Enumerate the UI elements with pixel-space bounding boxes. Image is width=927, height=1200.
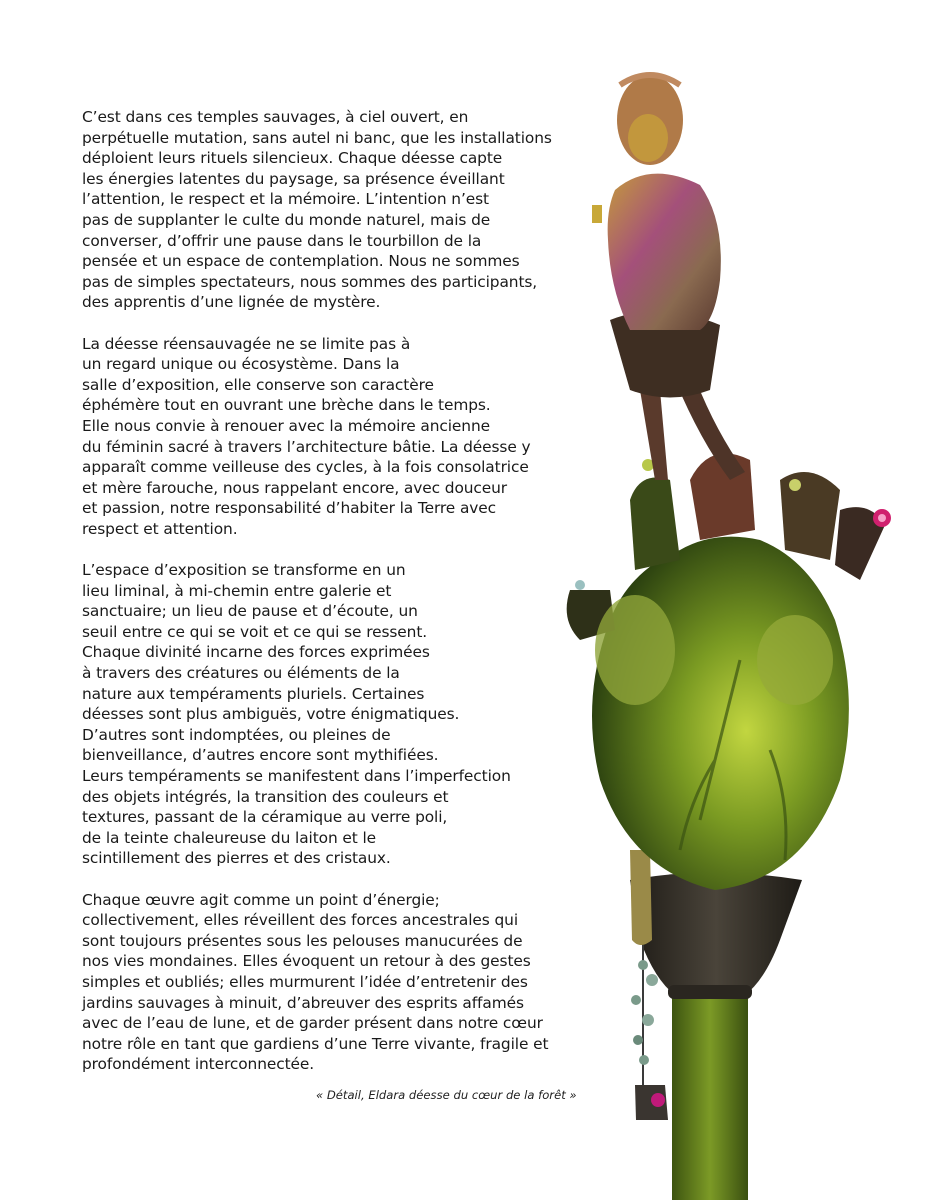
paragraph-2 [82,334,602,540]
text-line: Chaque œuvre agit comme un point d’énergie; [82,890,440,909]
text-line: sanctuaire; un lieu de pause et d’écoute, un [82,602,418,621]
text-line: collectivement, elles réveillent des forces ancestrales qui [82,911,518,930]
text-line: Elle nous convie à renouer avec la mémoire ancienne [82,416,490,435]
text-line: jardins sauvages à minuit, d’abreuver des esprits affamés [82,993,524,1012]
text-line: pensée et un espace de contemplation. Nous ne sommes [82,252,520,271]
text-line: pas de simples spectateurs, nous sommes des participants, [82,272,538,291]
text-line: à travers des créatures ou éléments de la [82,664,400,683]
text-line: textures, passant de la céramique au verre poli, [82,808,448,827]
text-line: salle d’exposition, elle conserve son caractère [82,375,434,394]
text-line: pas de supplanter le culte du monde naturel, mais de [82,210,491,229]
text-line: les énergies latentes du paysage, sa présence éveillant [82,169,505,188]
text-line: perpétuelle mutation, sans autel ni banc, que les installations [82,128,552,147]
text-line: déesses sont plus ambiguës, votre énigmatiques. [82,705,460,724]
text-line: sont toujours présentes sous les pelouses manucurées de [82,931,523,950]
text-line: un regard unique ou écosystème. Dans la [82,355,400,374]
text-line: D’autres sont indomptées, ou pleines de [82,725,391,744]
text-line: scintillement des pierres et des cristaux. [82,849,391,868]
text-line: converser, d’offrir une pause dans le tourbillon de la [82,231,482,250]
text-line: La déesse réensauvagée ne se limite pas à [82,334,411,353]
text-line: lieu liminal, à mi-chemin entre galerie et [82,581,392,600]
paragraph-3 [82,560,602,869]
text-line: Leurs tempéraments se manifestent dans l’imperfection [82,767,511,785]
text-line: éphémère tout en ouvrant une brèche dans le temps. [82,396,491,415]
text-line: et mère farouche, nous rappelant encore, avec douceur [82,478,508,497]
text-line: simples et oubliés; elles murmurent l’idée d’entretenir des [82,972,528,991]
image-caption: « Détail, Eldara déesse du cœur de la forêt » [316,1088,577,1102]
text-line: Chaque divinité incarne des forces exprimées [82,643,430,662]
text-line: déploient leurs rituels silencieux. Chaque déesse capte [82,149,503,168]
paragraph-1 [82,107,602,313]
green-heart [592,537,849,890]
text-line: notre rôle en tant que gardiens d’une Terre vivante, fragile et [82,1034,549,1053]
text-line: seuil entre ce qui se voit et ce qui se ressent. [82,622,428,641]
goddess-figure-torso [608,174,721,330]
text-line: et passion, notre responsabilité d’habiter la Terre avec [82,499,497,518]
text-line: l’attention, le respect et la mémoire. L’intention n’est [82,190,489,209]
text-line: respect et attention. [82,519,238,538]
text-line: du féminin sacré à travers l’architecture bâtie. La déesse y [82,437,531,456]
staff [672,990,748,1200]
text-line: des objets intégrés, la transition des couleurs et [82,787,449,806]
paragraph-4 [82,890,602,1075]
text-line: des apprentis d’une lignée de mystère. [82,293,381,312]
text-line: nos vies mondaines. Elles évoquent un retour à des gestes [82,952,531,971]
text-line: C’est dans ces temples sauvages, à ciel ouvert, en [82,108,469,126]
text-line: bienveillance, d’autres encore sont mythifiées. [82,746,439,765]
text-line: avec de l’eau de lune, et de garder présent dans notre cœur [82,1014,543,1033]
body-text [82,107,602,1096]
text-line: apparaît comme veilleuse des cycles, à la fois consolatrice [82,458,529,477]
text-line: de la teinte chaleureuse du laiton et le [82,828,377,847]
text-line: profondément interconnectée. [82,1055,315,1074]
text-line: nature aux tempéraments pluriels. Certaines [82,684,425,703]
text-line: L’espace d’exposition se transforme en un [82,561,406,580]
